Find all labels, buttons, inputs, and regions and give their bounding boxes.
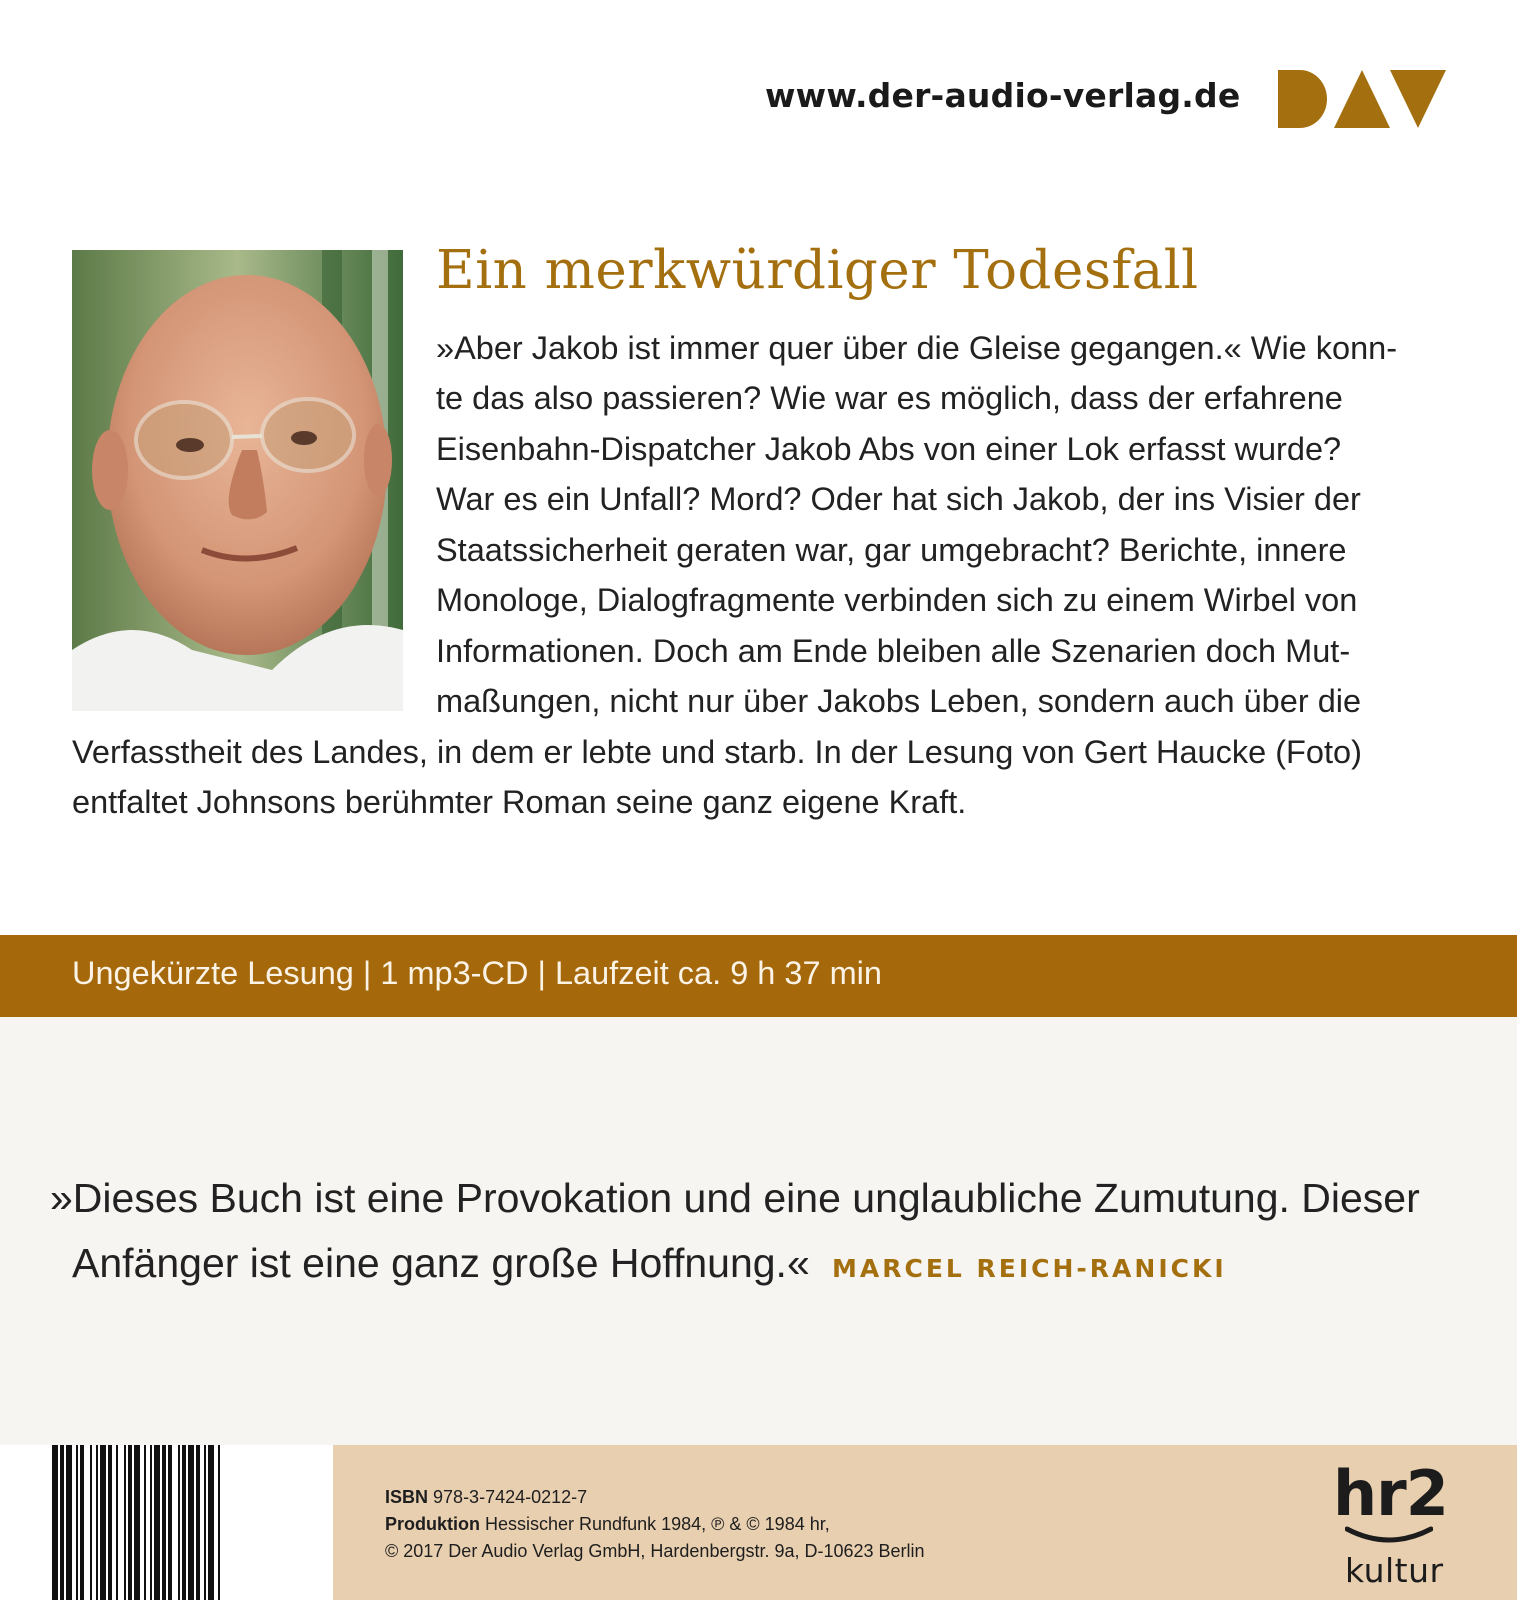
barcode: [52, 1445, 284, 1600]
narrator-photo: [72, 250, 403, 711]
publisher-url[interactable]: www.der-audio-verlag.de: [765, 76, 1241, 115]
isbn-label: ISBN: [385, 1487, 429, 1507]
barcode-bar: [182, 1445, 186, 1600]
credits-area: [333, 1445, 1517, 1600]
book-title: Ein merkwürdiger Todesfall: [436, 240, 1199, 301]
barcode-bar: [144, 1445, 146, 1600]
barcode-bar: [90, 1445, 92, 1600]
barcode-bar: [66, 1445, 72, 1600]
hr2-logo: hr2: [1333, 1457, 1448, 1530]
barcode-bar: [196, 1445, 200, 1600]
description-line: Monologe, Dialogfragmente verbinden sich zu einem Wirbel von: [436, 582, 1358, 618]
barcode-bar: [154, 1445, 160, 1600]
quote-section: [0, 1017, 1517, 1445]
quote-line: Anfänger ist eine ganz große Hoffnung.«: [72, 1240, 810, 1286]
barcode-bar: [188, 1445, 194, 1600]
production-line: [385, 1514, 830, 1535]
isbn-value: 978-3-7424-0212-7: [433, 1487, 588, 1507]
barcode-bar: [218, 1445, 220, 1600]
barcode-bar: [124, 1445, 126, 1600]
barcode-bar: [150, 1445, 152, 1600]
quote-line: »Dieses Buch ist eine Provokation und eine unglaubliche Zumutung. Dieser: [50, 1175, 1420, 1221]
quote-author: MARCEL REICH-RANICKI: [832, 1254, 1227, 1283]
dav-logo-d: [1278, 70, 1327, 128]
production-value: Hessischer Rundfunk 1984, ℗ & © 1984 hr,: [485, 1514, 830, 1534]
description-line: entfaltet Johnsons berühmter Roman seine ganz eigene Kraft.: [72, 784, 967, 820]
barcode-bar: [76, 1445, 78, 1600]
barcode-bar: [96, 1445, 98, 1600]
isbn-line: [385, 1487, 587, 1508]
barcode-bar: [208, 1445, 214, 1600]
dav-logo: [1278, 70, 1446, 128]
description-line: Verfasstheit des Landes, in dem er lebte und starb. In der Lesung von Gert Haucke (Foto): [72, 734, 1362, 770]
barcode-bar: [52, 1445, 58, 1600]
kultur-label: kultur: [1345, 1551, 1444, 1590]
barcode-bar: [100, 1445, 106, 1600]
barcode-bar: [128, 1445, 132, 1600]
barcode-bar: [116, 1445, 118, 1600]
barcode-bar: [178, 1445, 180, 1600]
barcode-bar: [60, 1445, 64, 1600]
dav-logo-v: [1390, 70, 1446, 128]
description-line: maßungen, nicht nur über Jakobs Leben, sondern auch über die: [436, 683, 1362, 719]
dav-logo-a: [1334, 70, 1390, 128]
format-band: [0, 935, 1517, 1017]
barcode-bar: [108, 1445, 112, 1600]
barcode-bar: [162, 1445, 166, 1600]
description-line: Informationen. Doch am Ende bleiben alle Szenarien doch Mut-: [436, 633, 1351, 669]
description-line: »Aber Jakob ist immer quer über die Gleise gegangen.« Wie konn-: [436, 330, 1398, 366]
barcode-bar: [134, 1445, 140, 1600]
barcode-bar: [168, 1445, 172, 1600]
barcode-bar: [204, 1445, 206, 1600]
format-info: Ungekürzte Lesung | 1 mp3-CD | Laufzeit ca. 9 h 37 min: [72, 955, 882, 991]
barcode-bar: [80, 1445, 84, 1600]
description-line: Eisenbahn-Dispatcher Jakob Abs von einer Lok erfasst wurde?: [436, 431, 1342, 467]
description-line: Staatssicherheit geraten war, gar umgebracht? Berichte, innere: [436, 532, 1347, 568]
description-line: War es ein Unfall? Mord? Oder hat sich Jakob, der ins Visier der: [436, 481, 1361, 517]
production-label: Produktion: [385, 1514, 480, 1534]
description-line: te das also passieren? Wie war es möglich, dass der erfahrene: [436, 380, 1343, 416]
hr2-smile-icon: [1345, 1525, 1433, 1547]
copyright-line: © 2017 Der Audio Verlag GmbH, Hardenbergstr. 9a, D-10623 Berlin: [385, 1541, 925, 1561]
barcode-area: [0, 1445, 333, 1600]
